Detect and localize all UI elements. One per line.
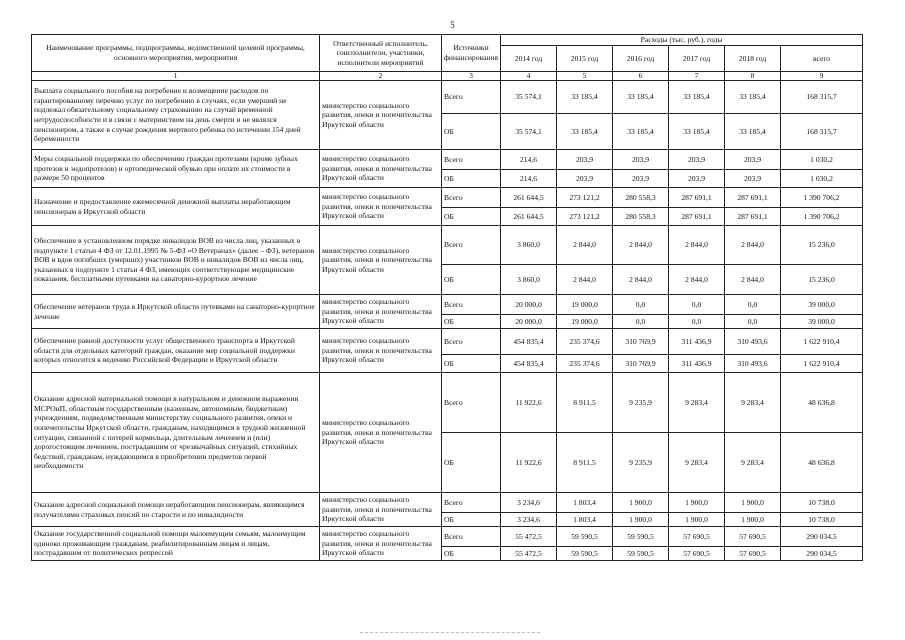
expense-year-value: 310 769,9 [613, 329, 669, 355]
column-index-row [32, 72, 863, 81]
column-index: 7 [669, 72, 725, 81]
funding-source: ОБ [442, 265, 501, 295]
table-body [32, 81, 863, 561]
funding-source: Всего [442, 226, 501, 265]
expense-year-value: 0,0 [669, 315, 725, 329]
expense-year-value: 3 234,6 [501, 493, 557, 513]
expense-year-value: 1 900,0 [725, 513, 781, 527]
expense-year-value: 203,9 [613, 150, 669, 170]
expense-total-value: 168 315,7 [781, 81, 863, 114]
expense-year-value: 8 911,5 [557, 433, 613, 493]
expense-year-value: 287 691,1 [725, 208, 781, 226]
measure-name: Обеспечение равной доступности услуг общественного транспорта в Иркутской области для отдельных категорий граждан, оказание мер социальной поддержки которых относится к ведению Российской Федерации и Иркутской области [32, 329, 320, 373]
header-expenses-group: Расходы (тыс. руб.), годы [501, 35, 863, 46]
expense-year-value: 0,0 [725, 295, 781, 315]
expense-year-value: 2 844,0 [613, 226, 669, 265]
responsible-executor: министерство социального развития, опеки и попечительства Иркутской области [320, 150, 442, 188]
expense-total-value: 10 738,0 [781, 513, 863, 527]
header-executor: Ответственный исполнитель, соисполнители, участники, исполнители мероприятий [320, 35, 442, 72]
expense-year-value: 55 472,5 [501, 527, 557, 547]
expense-total-value: 290 034,5 [781, 527, 863, 547]
column-index: 5 [557, 72, 613, 81]
header-year: 2017 год [669, 46, 725, 72]
expense-year-value: 33 185,4 [557, 81, 613, 114]
expense-year-value: 1 900,0 [613, 513, 669, 527]
expense-year-value: 454 835,4 [501, 355, 557, 373]
expense-total-value: 39 000,0 [781, 295, 863, 315]
expense-year-value: 59 590,5 [613, 547, 669, 561]
expense-year-value: 1 900,0 [613, 493, 669, 513]
program-row-total [32, 226, 863, 265]
expense-year-value: 1 803,4 [557, 513, 613, 527]
program-row-total [32, 527, 863, 547]
expense-year-value: 33 185,4 [613, 114, 669, 150]
measure-name: Меры социальной поддержки по обеспечению граждан протезами (кроме зубных протезов и эндопротезов) и ортопедической обувью при оплате их стоимости в размере 50 процентов [32, 150, 320, 188]
funding-source: Всего [442, 329, 501, 355]
expense-year-value: 203,9 [557, 150, 613, 170]
expense-year-value: 287 691,1 [669, 208, 725, 226]
funding-source: ОБ [442, 355, 501, 373]
column-index: 2 [320, 72, 442, 81]
expense-year-value: 0,0 [725, 315, 781, 329]
header-year: 2015 год [557, 46, 613, 72]
funding-source: ОБ [442, 547, 501, 561]
expense-year-value: 0,0 [669, 295, 725, 315]
header-year: 2014 год [501, 46, 557, 72]
header-name: Наименование программы, подпрограммы, ведомственной целевой программы, основного мероприятия, мероприятия [32, 35, 320, 72]
funding-source: ОБ [442, 513, 501, 527]
program-row-total [32, 188, 863, 208]
program-row-total [32, 150, 863, 170]
expense-total-value: 1 622 910,4 [781, 329, 863, 355]
expense-total-value: 39 000,0 [781, 315, 863, 329]
expense-year-value: 311 436,9 [669, 329, 725, 355]
measure-name: Оказание адресной материальной помощи в натуральном и денежном выражении МСРОиП, областным государственным (казенным, автономным, бюджетным) учреждениям, подведомственным министерству социального развития, опеки и попечительства Иркутской области, гражданам, находящимся в трудной жизненной ситуации, связанной с потерей кормильца, длительным лечением и (или) дорогостоящим лечением, пострадавшим от чрезвычайных ситуаций, стихийных бедствий, гражданам, нуждающимся в приобретении предметов первой необходимости [32, 373, 320, 493]
program-row-total [32, 81, 863, 114]
expense-year-value: 3 860,0 [501, 226, 557, 265]
expense-year-value: 57 690,5 [669, 547, 725, 561]
program-row-total [32, 295, 863, 315]
expense-year-value: 3 234,6 [501, 513, 557, 527]
expense-year-value: 203,9 [669, 150, 725, 170]
expense-year-value: 311 436,9 [669, 355, 725, 373]
expense-year-value: 280 558,3 [613, 188, 669, 208]
expense-year-value: 33 185,4 [613, 81, 669, 114]
expense-year-value: 55 472,5 [501, 547, 557, 561]
expense-year-value: 11 922,6 [501, 373, 557, 433]
expense-year-value: 9 283,4 [725, 433, 781, 493]
expense-year-value: 19 000,0 [557, 315, 613, 329]
expense-year-value: 287 691,1 [725, 188, 781, 208]
column-index: 6 [613, 72, 669, 81]
header-row-top [32, 35, 863, 46]
funding-source: Всего [442, 295, 501, 315]
expense-year-value: 310 493,6 [725, 329, 781, 355]
expense-year-value: 33 185,4 [669, 81, 725, 114]
expense-year-value: 2 844,0 [613, 265, 669, 295]
budget-table [31, 34, 863, 561]
expense-year-value: 1 900,0 [669, 493, 725, 513]
expense-total-value: 1 390 706,2 [781, 188, 863, 208]
funding-source: Всего [442, 188, 501, 208]
expense-year-value: 2 844,0 [557, 265, 613, 295]
expense-year-value: 11 922,6 [501, 433, 557, 493]
expense-year-value: 9 283,4 [669, 433, 725, 493]
program-row-total [32, 373, 863, 433]
expense-year-value: 0,0 [613, 295, 669, 315]
expense-year-value: 2 844,0 [669, 226, 725, 265]
expense-year-value: 287 691,1 [669, 188, 725, 208]
expense-year-value: 273 121,2 [557, 188, 613, 208]
responsible-executor: министерство социального развития, опеки и попечительства Иркутской области [320, 493, 442, 527]
expense-total-value: 1 390 706,2 [781, 208, 863, 226]
funding-source: ОБ [442, 208, 501, 226]
expense-year-value: 33 185,4 [725, 114, 781, 150]
expense-total-value: 168 315,7 [781, 114, 863, 150]
expense-year-value: 59 590,5 [557, 547, 613, 561]
header-source: Источники финансирования [442, 35, 501, 72]
expense-year-value: 20 000,0 [501, 295, 557, 315]
program-row-total [32, 493, 863, 513]
expense-total-value: 15 236,0 [781, 265, 863, 295]
expense-total-value: 290 034,5 [781, 547, 863, 561]
funding-source: ОБ [442, 433, 501, 493]
funding-source: Всего [442, 527, 501, 547]
header-total: всего [781, 46, 863, 72]
expense-year-value: 454 835,4 [501, 329, 557, 355]
expense-year-value: 235 374,6 [557, 329, 613, 355]
responsible-executor: министерство социального развития, опеки и попечительства Иркутской области [320, 81, 442, 150]
expense-year-value: 203,9 [725, 150, 781, 170]
expense-year-value: 57 690,5 [725, 547, 781, 561]
expense-year-value: 310 493,6 [725, 355, 781, 373]
expense-year-value: 59 590,5 [557, 527, 613, 547]
column-index: 8 [725, 72, 781, 81]
expense-year-value: 214,6 [501, 150, 557, 170]
bottom-divider [360, 632, 540, 633]
column-index: 4 [501, 72, 557, 81]
column-index: 3 [442, 72, 501, 81]
expense-year-value: 2 844,0 [725, 265, 781, 295]
responsible-executor: министерство социального развития, опеки и попечительства Иркутской области [320, 329, 442, 373]
expense-year-value: 20 000,0 [501, 315, 557, 329]
expense-year-value: 2 844,0 [669, 265, 725, 295]
expense-total-value: 48 636,8 [781, 433, 863, 493]
funding-source: ОБ [442, 315, 501, 329]
expense-year-value: 35 574,1 [501, 81, 557, 114]
funding-source: Всего [442, 81, 501, 114]
expense-year-value: 280 558,3 [613, 208, 669, 226]
measure-name: Обеспечение в установленном порядке инвалидов ВОВ из числа лиц, указанных в подпункте 1 статьи 4 ФЗ от 12.01.1995 № 5-ФЗ «О Ветеранах» (далее – ФЗ), ветеранов ВОВ и вдов погибших (умерших) участников ВОВ и инвалидов ВОВ из числа лиц, указанных в подпункте 1 статьи 4 ФЗ, имеющих соответствующие медицинские показания, бесплатными путевками на санаторно-курортное лечение [32, 226, 320, 295]
expense-total-value: 1 622 910,4 [781, 355, 863, 373]
expense-year-value: 33 185,4 [725, 81, 781, 114]
expense-year-value: 33 185,4 [557, 114, 613, 150]
responsible-executor: министерство социального развития, опеки и попечительства Иркутской области [320, 226, 442, 295]
measure-name: Обеспечение ветеранов труда в Иркутской области путевками на санаторно-курортное лечение [32, 295, 320, 329]
funding-source: Всего [442, 493, 501, 513]
expense-year-value: 9 283,4 [669, 373, 725, 433]
expense-year-value: 9 235,9 [613, 373, 669, 433]
expense-year-value: 310 769,9 [613, 355, 669, 373]
column-index: 9 [781, 72, 863, 81]
responsible-executor: министерство социального развития, опеки и попечительства Иркутской области [320, 527, 442, 561]
expense-year-value: 59 590,5 [613, 527, 669, 547]
header-year: 2016 год [613, 46, 669, 72]
expense-year-value: 57 690,5 [669, 527, 725, 547]
expense-total-value: 15 236,0 [781, 226, 863, 265]
expense-year-value: 19 000,0 [557, 295, 613, 315]
expense-year-value: 203,9 [557, 170, 613, 188]
responsible-executor: министерство социального развития, опеки и попечительства Иркутской области [320, 373, 442, 493]
funding-source: ОБ [442, 114, 501, 150]
measure-name: Оказание адресной социальной помощи неработающим пенсионерам, являющимся получателями страховых пенсий по старости и по инвалидности [32, 493, 320, 527]
expense-year-value: 1 900,0 [669, 513, 725, 527]
expense-total-value: 48 636,8 [781, 373, 863, 433]
measure-name: Выплата социального пособия на погребение и возмещение расходов по гарантированному перечню услуг по погребению в случаях, если умерший не подлежал обязательному социальному страхованию на случай временной нетрудоспособности и в связи с материнством на день смерти и не являлся пенсионером, а также в случае рождения мертвого ребенка по истечении 154 дней беременности [32, 81, 320, 150]
responsible-executor: министерство социального развития, опеки и попечительства Иркутской области [320, 188, 442, 226]
measure-name: Назначение и предоставление ежемесячной денежной выплаты неработающим пенсионерам в Иркутской области [32, 188, 320, 226]
expense-year-value: 57 690,5 [725, 527, 781, 547]
expense-year-value: 203,9 [669, 170, 725, 188]
expense-year-value: 273 121,2 [557, 208, 613, 226]
expense-year-value: 214,6 [501, 170, 557, 188]
expense-year-value: 8 911,5 [557, 373, 613, 433]
funding-source: Всего [442, 373, 501, 433]
expense-year-value: 9 235,9 [613, 433, 669, 493]
expense-year-value: 1 900,0 [725, 493, 781, 513]
page-number: 5 [450, 20, 455, 30]
expense-year-value: 203,9 [725, 170, 781, 188]
expense-year-value: 235 374,6 [557, 355, 613, 373]
expense-year-value: 33 185,4 [669, 114, 725, 150]
expense-total-value: 1 030,2 [781, 170, 863, 188]
expense-total-value: 1 030,2 [781, 150, 863, 170]
expense-year-value: 0,0 [613, 315, 669, 329]
expense-year-value: 203,9 [613, 170, 669, 188]
program-row-total [32, 329, 863, 355]
expense-year-value: 261 644,5 [501, 188, 557, 208]
expense-year-value: 2 844,0 [725, 226, 781, 265]
funding-source: Всего [442, 150, 501, 170]
expense-year-value: 3 860,0 [501, 265, 557, 295]
column-index: 1 [32, 72, 320, 81]
header-year: 2018 год [725, 46, 781, 72]
measure-name: Оказание государственной социальной помощи малоимущим семьям, малоимущим одиноко проживающим гражданам, реабилитированным лицам и лицам, пострадавшим от политических репрессий [32, 527, 320, 561]
expense-year-value: 35 574,1 [501, 114, 557, 150]
expense-year-value: 1 803,4 [557, 493, 613, 513]
expense-year-value: 9 283,4 [725, 373, 781, 433]
expense-total-value: 10 738,0 [781, 493, 863, 513]
expense-year-value: 261 644,5 [501, 208, 557, 226]
responsible-executor: министерство социального развития, опеки и попечительства Иркутской области [320, 295, 442, 329]
expense-year-value: 2 844,0 [557, 226, 613, 265]
funding-source: ОБ [442, 170, 501, 188]
